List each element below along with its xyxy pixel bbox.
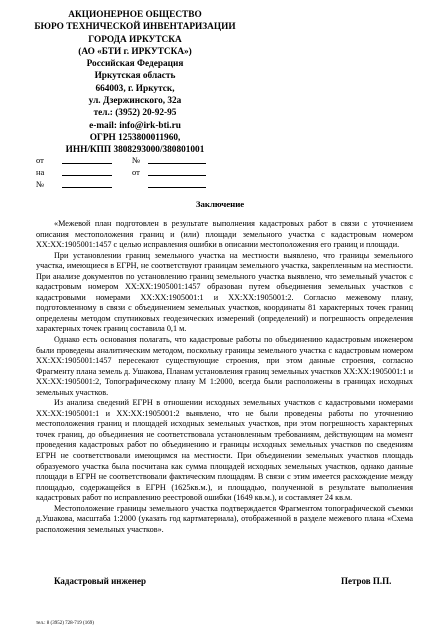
header-line: (АО «БТИ г. ИРКУТСКА») xyxy=(78,46,192,57)
number2-label: № xyxy=(36,179,45,189)
header-line: ул. Дзержинского, 32а xyxy=(88,96,182,107)
document-title: Заключение xyxy=(195,199,245,209)
number-label: № xyxy=(132,155,141,165)
to-line xyxy=(62,175,112,176)
date-line xyxy=(62,163,112,164)
blank-line xyxy=(148,187,206,188)
ref-row-2 xyxy=(36,166,276,178)
date2-line xyxy=(148,175,206,176)
paragraph: Местоположение границы земельного участка подтверждается Фрагментом топографической съемки д.Ушакова, масштаба 1:2000 (указать год картматериала), отображенной в разделе межевого плана «Схема расположения земельных участков». xyxy=(36,503,413,534)
paragraph: Однако есть основания полагать, что кадастровые работы по объединению кадастровым инженером были проведены аналитическим методом, поскольку границы земельного участка с кадастровым номером XX:XX:1905001:1457 пересекают существующие строения, при этом данные строения, согласно Фрагменту плана земель д. Ушакова, Планам установления границ земельных участков XX:XX:1905001:1 и XX:XX:1905001:2, Топографическому плану М 1:2000, всегда были расположены в границах исходных земельных участков. xyxy=(36,335,413,397)
header-line: ГОРОДА ИРКУТСКА xyxy=(88,34,182,45)
paragraph: Из анализа сведений ЕГРН в отношении исходных земельных участков с кадастровыми номерами XX:XX:1905001:1 и XX:XX:1905001:2 выявлено, что не были проведены работы по уточнению местоположения границ и площадей исходных земельных участков, при этом погрешность характерных точек границ, до объединения не соответствовала установленным требованиям, действующим на момент проведения кадастровых работ по объединению и границы исходных земельных участков по сведениям ЕГРН не соответствовали имеющимся на местности. При объединении земельных участков площадь образуемого участка была посчитана как сумма площадей исходных земельных участков, однако данные площади в ЕГРН не соответствовали фактическим площадям. В связи с этим имеется расхождение между площадью, содержащейся в ЕГРН (1625кв.м.), и площадью, полученной в результате выполнения кадастровых работ по исправлению реестровой ошибки (1649 кв.м.), и составляет 24 кв.м. xyxy=(36,398,413,503)
header-line: Иркутская область xyxy=(94,71,176,82)
header-line: ОГРН 1253800011960, xyxy=(89,132,181,143)
header-line: 664003, г. Иркутск, xyxy=(95,83,175,94)
paragraph: При установлении границ земельного участка на местности выявлено, что границы земельного участка, имеющиеся в ЕГРН, не соответствуют границам земельного участка, закрепленным на местности. При анализе документов по установлению границ земельного участка выявлено, что земельный участок с кадастровым номером XX:XX:1905001:1457 образован путем объединения земельных участков с кадастровыми номерами XX:XX:1905001:1 и XX:XX:1905001:2. Согласно межевому плану, подготовленному в связи с объединением земельных участков, координаты 81 характерных точек границ определены методом спутниковых геодезических измерений (определений) и погрешность определения характерных точек границ составила 0,1 м. xyxy=(36,250,413,334)
number2-line xyxy=(62,187,112,188)
ref-row-3 xyxy=(36,178,276,190)
header-line: ИНН/КПП 3808293000/380801001 xyxy=(65,145,205,156)
from2-label: от xyxy=(132,167,140,177)
to-label: на xyxy=(36,167,45,177)
number-line xyxy=(148,163,206,164)
from-label: от xyxy=(36,155,44,165)
header-line: Российская Федерация xyxy=(86,59,184,70)
ref-row-1 xyxy=(36,154,276,166)
header-line: тел.: (3952) 20-92-95 xyxy=(93,108,177,119)
signature-name: Петров П.П. xyxy=(341,576,392,586)
paragraph: «Межевой план подготовлен в результате выполнения кадастровых работ в связи с уточнением описания местоположения границ и (или) площади земельного участка с кадастровым номером XX:XX:1905001:1457 с целью исправления ошибки в описании местоположения его границ и площади. xyxy=(36,219,413,250)
footer-phone: тел.: 8 (3952) 728-719 (169) xyxy=(36,621,94,626)
reference-fields xyxy=(36,154,276,190)
organization-header xyxy=(0,9,270,157)
header-line: АКЦИОНЕРНОЕ ОБЩЕСТВО xyxy=(68,10,202,20)
document-body xyxy=(36,219,413,535)
header-line: БЮРО ТЕХНИЧЕСКОЙ ИНВЕНТАРИЗАЦИИ xyxy=(34,22,236,33)
signature-role: Кадастровый инженер xyxy=(54,576,147,586)
header-line: e-mail: info@irk-bti.ru xyxy=(89,120,181,131)
